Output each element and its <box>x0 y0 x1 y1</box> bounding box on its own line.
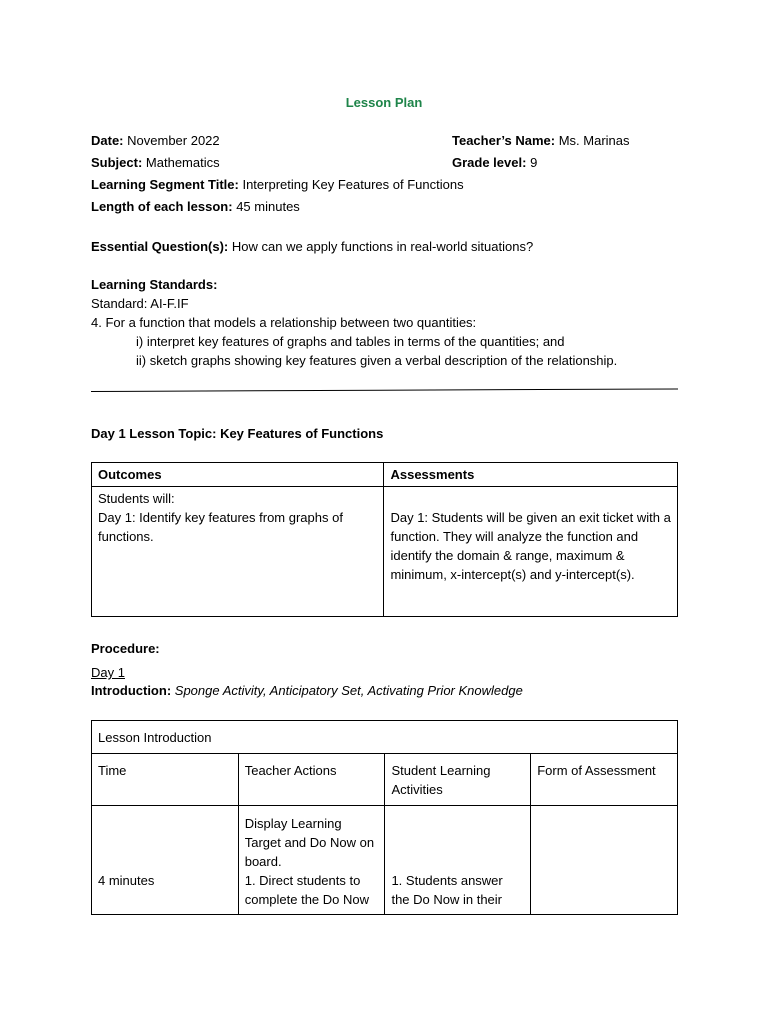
date-value: November 2022 <box>127 133 220 148</box>
grade-row <box>452 154 537 172</box>
grade-label: Grade level: <box>452 155 527 170</box>
lesson-table-caption: Lesson Introduction <box>92 721 678 754</box>
teacher-value: Ms. Marinas <box>558 133 630 148</box>
segment-row <box>91 176 464 194</box>
procedure-label: Procedure: <box>91 641 160 656</box>
outcome-day1: Day 1: Identify key features from graphs of functions. <box>98 510 343 544</box>
grade-value: 9 <box>530 155 538 170</box>
teacher-label: Teacher’s Name: <box>452 133 556 148</box>
form-of-assessment-header: Form of Assessment <box>531 754 678 806</box>
table-caption-row <box>92 721 678 754</box>
procedure-heading <box>91 640 160 658</box>
time-cell: 4 minutes <box>92 806 239 915</box>
page-title: Lesson Plan <box>345 95 423 110</box>
introduction-label: Introduction: <box>91 683 172 698</box>
lesson-table <box>91 720 678 915</box>
length-label: Length of each lesson: <box>91 199 233 214</box>
standards-label: Learning Standards: <box>91 277 218 292</box>
teacher-actions-cell: Display Learning Target and Do Now on board. 1. Direct students to complete the Do Now <box>238 806 385 915</box>
essential-label: Essential Question(s): <box>91 239 229 254</box>
table-row <box>92 806 678 915</box>
essential-value: How can we apply functions in real-world situations? <box>231 239 534 254</box>
student-activities-cell: 1. Students answer the Do Now in their <box>385 806 531 915</box>
length-value: 45 minutes <box>236 199 300 214</box>
section-divider <box>91 388 678 392</box>
day1-topic <box>91 425 383 443</box>
standard-sub-ii: ii) sketch graphs showing key features given a verbal description of the relationship. <box>136 353 618 368</box>
assessment-day1: Day 1: Students will be given an exit ticket with a function. They will analyze the function and identify the domain & range, maximum & minimum, x-intercept(s) and y-intercept(s). <box>390 510 671 582</box>
outcome-intro: Students will: <box>98 491 175 506</box>
standard-code: Standard: AI-F.IF <box>91 296 189 311</box>
date-row <box>91 132 220 150</box>
student-activities-header: Student Learning Activities <box>385 754 531 806</box>
outcomes-cell <box>92 487 384 617</box>
segment-label: Learning Segment Title: <box>91 177 239 192</box>
introduction-value: Sponge Activity, Anticipatory Set, Activating Prior Knowledge <box>174 683 523 698</box>
length-row <box>91 198 300 216</box>
standard-item: 4. For a function that models a relationship between two quantities: <box>91 315 477 330</box>
segment-value: Interpreting Key Features of Functions <box>242 177 464 192</box>
teacher-row <box>452 132 630 150</box>
subject-row <box>91 154 220 172</box>
form-of-assessment-cell <box>531 806 678 915</box>
standards-heading <box>91 276 217 294</box>
subject-label: Subject: <box>91 155 143 170</box>
table-header-row <box>92 463 678 487</box>
essential-question-row <box>91 238 533 256</box>
introduction-row <box>91 682 523 700</box>
subject-value: Mathematics <box>145 155 220 170</box>
time-header: Time <box>92 754 239 806</box>
table-row <box>92 487 678 617</box>
standard-sub-i: i) interpret key features of graphs and tables in terms of the quantities; and <box>136 334 565 349</box>
assessments-header: Assessments <box>384 463 678 487</box>
outcomes-header: Outcomes <box>92 463 384 487</box>
procedure-day: Day 1 <box>91 665 125 680</box>
day1-topic-text: Day 1 Lesson Topic: Key Features of Functions <box>91 426 384 441</box>
assessments-cell <box>384 487 678 617</box>
teacher-actions-header: Teacher Actions <box>238 754 385 806</box>
date-label: Date: <box>91 133 124 148</box>
table-header-row <box>92 754 678 806</box>
outcomes-table <box>91 462 678 617</box>
